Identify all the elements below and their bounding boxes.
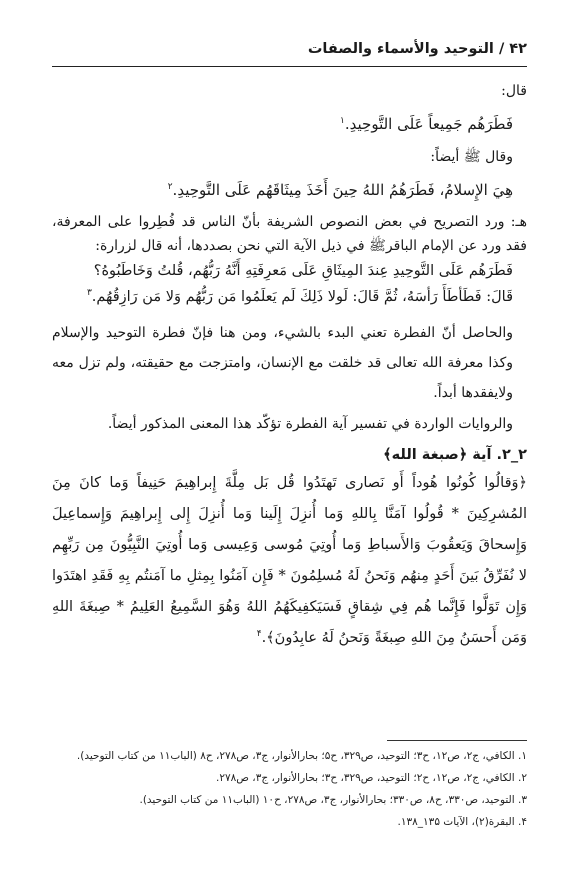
footnote-ref-2[interactable]: ۲ (167, 182, 173, 192)
footnote-2: ۲. الكافي، ج۲، ص۱۲، ح۲؛ التوحيد، ص۳۲۹، ح۳؛ بحارالأنوار، ج۳، ص۲۷۸. (216, 772, 527, 784)
paragraph-h: هـ: ورد التصريح في بعض النصوص الشريفة بأنّ الناس قد فُطِروا على المعرفة، فقد ورد عن الإمام الباقرﷺ في ذيل الآية التي نحن بصددها، أنه قال لزرارة: (52, 214, 527, 254)
hadith-verse-3b-text: قَالَ: فَطَأطَأَ رَأسَهُ، ثُمَّ قَالَ: لَولا ذَلِكَ لَم يَعلَمُوا مَن رَبُّهُم وَلا مَن رَازِقُهُم. (91, 289, 513, 305)
footnote-divider (387, 740, 527, 741)
footnote-1: ۱. الكافي، ج۲، ص۱۲، ح۳؛ التوحيد، ص۳۲۹، ح۵؛ بحارالأنوار، ج۳، ص۲۷۸، ح۸ (الباب۱۱ من كتاب التوحيد). (76, 750, 527, 762)
footnote-ref-1[interactable]: ۱ (340, 116, 345, 126)
quran-passage (52, 468, 527, 654)
section-heading: ۲_۲. آية ﴿صبغة الله﴾ (383, 447, 527, 463)
hadith-verse-3b (52, 284, 527, 310)
footnote-4: ۴. البقرة(۲)، الآيات ۱۳۵_۱۳۸. (397, 816, 527, 828)
footnotes-section (52, 740, 527, 835)
hadith-verse-2 (52, 174, 527, 206)
said-label: قال: (501, 83, 527, 99)
running-header (52, 38, 527, 67)
quran-passage-text: ﴿وَقالُوا كُونُوا هُوداً أَو نَصارى تَهتَدُوا قُل بَل مِلَّةَ إِبراهِيمَ حَنِيفاً وَما كانَ مِنَ المُشرِكِينَ * قُولُوا آمَنَّا بِاللهِ وَما أُنزِلَ إِلَينا وَما أُنزِلَ إِلى إِبراهِيمَ وَإِسماعِيلَ وَإِسحاقَ وَيَعقُوبَ وَالأَسباطِ وَما أُوتِيَ مُوسى وَعِيسى وَما أُوتِيَ النَّبِيُّونَ مِن رَبِّهِم لا نُفَرِّقُ بَينَ أَحَدٍ مِنهُم وَنَحنُ لَهُ مُسلِمُونَ * فَإِن آمَنُوا بِمِثلِ ما آمَنتُم بِهِ فَقَدِ اهتَدَوا وَإِن تَوَلَّوا فَإِنَّما هُم فِي شِقاقٍ فَسَيَكفِيكَهُمُ اللهُ وَهُوَ السَّمِيعُ العَلِيمُ * صِبغَةَ اللهِ وَمَن أَحسَنُ مِنَ اللهِ صِبغَةً وَنَحنُ لَهُ عابِدُونَ﴾. (52, 475, 527, 646)
page-header-title: ۴۲ / التوحيد والأسماء والصفات (307, 41, 527, 57)
said-also-label: وقال ﷺ أيضاً: (430, 149, 513, 165)
hadith-verse-1 (52, 108, 527, 140)
hadith-verse-1-text: فَطَرَهُم جَمِيعاً عَلَى التَّوحِيدِ. (344, 115, 513, 133)
paragraph-riwayat: والروايات الواردة في تفسير آية الفطرة تؤكّد هذا المعنى المذكور أيضاً. (107, 416, 513, 432)
hadith-verse-3a: فَطَرَهُم عَلَى التَّوحِيدِ عِندَ المِيثَاقِ عَلَى مَعرِفَتِهِ أَنَّهُ رَبُّهُم، قُلتُ وَخَاطَبُوهُ؟ (93, 263, 513, 279)
footnote-3: ۳. التوحيد، ص۳۳۰، ح۸، ص۳۳۰؛ بحارالأنوار، ج۳، ص۲۷۸، ح۱۰ (الباب۱۱ من كتاب التوحيد). (139, 794, 527, 806)
footnote-ref-3[interactable]: ۳ (86, 288, 92, 299)
paragraph-summary: والحاصل أنّ الفطرة تعني البدء بالشيء، ومن هنا فإنّ فطرة التوحيد والإسلام وكذا معرفة الله تعالى قد خلقت مع الإنسان، وامتزجت مع حقيقته، ولم تزل معه ولايفقدها أبداً. (52, 325, 513, 401)
page-content (52, 78, 527, 654)
footnote-ref-4[interactable]: ۴ (256, 629, 262, 640)
hadith-verse-2-text: هِيَ الإِسلامُ، فَطَرَهُمُ اللهُ حِينَ أَخَذَ مِيثَاقَهُم عَلَى التَّوحِيدِ. (172, 181, 513, 199)
